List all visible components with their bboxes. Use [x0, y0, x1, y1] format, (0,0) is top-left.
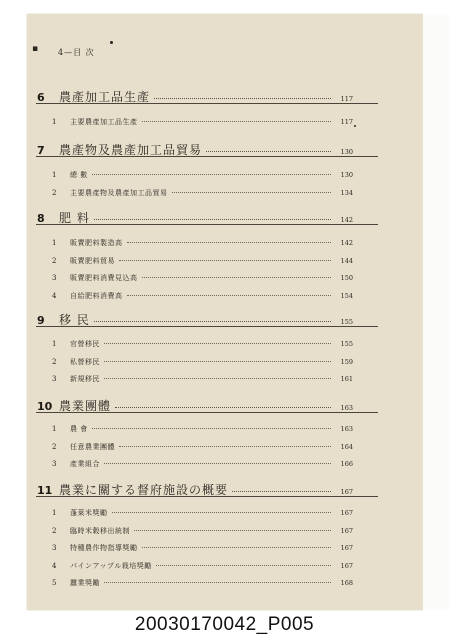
entry-number: 2	[52, 357, 57, 366]
section-number: 8	[37, 212, 45, 225]
section-rule	[36, 156, 378, 157]
toc-entry	[37, 238, 353, 248]
entry-title: 產業組合	[70, 460, 100, 468]
section-title: 農產加工品生產	[59, 90, 151, 104]
toc-entry	[37, 526, 353, 536]
dot-leader	[104, 463, 331, 464]
page-number: 142	[340, 239, 353, 247]
entry-number: 2	[52, 256, 57, 265]
dot-leader	[154, 98, 331, 99]
page-number: 155	[340, 318, 353, 326]
section-number: 11	[37, 484, 53, 497]
toc-entry	[37, 273, 353, 283]
page-number: 167	[340, 526, 353, 535]
dot-leader	[104, 343, 331, 344]
toc-entry	[37, 188, 353, 198]
page-number: 159	[340, 357, 353, 366]
dot-leader	[206, 151, 331, 152]
toc-entry	[37, 357, 353, 367]
entry-number: 3	[52, 544, 57, 552]
dot-leader	[94, 321, 331, 322]
dot-leader	[104, 582, 331, 583]
toc-entry	[37, 117, 353, 127]
section-number: 7	[37, 144, 45, 157]
dot-leader	[112, 512, 332, 513]
dot-leader	[92, 428, 331, 429]
page-number: 154	[340, 291, 353, 300]
dot-leader	[172, 192, 332, 193]
page-number: 130	[340, 171, 353, 179]
entry-title: 主要農產物及農產加工品貿易	[70, 188, 168, 197]
dot-leader	[142, 277, 332, 278]
section-number: 9	[37, 314, 45, 327]
dot-leader	[156, 565, 331, 566]
toc-entry	[37, 291, 353, 301]
section-title: 農產物及農產加工品貿易	[59, 143, 203, 157]
page-number: 167	[340, 561, 353, 570]
entry-title: 販賣肥料消費見込高	[70, 274, 138, 282]
page-number: 142	[340, 216, 353, 224]
toc-entry	[37, 339, 353, 349]
entry-number: 5	[52, 579, 57, 587]
entry-title: 販賣肥料貿易	[70, 256, 115, 265]
entry-title: 臨時米穀移出統制	[70, 526, 130, 535]
entry-title: 新規移民	[70, 375, 100, 383]
page-number: 167	[340, 488, 353, 496]
page-number: 134	[340, 188, 353, 197]
entry-number: 1	[52, 239, 57, 247]
entry-title: 私營移民	[70, 357, 100, 366]
page-number: 144	[340, 256, 353, 265]
section-rule	[36, 412, 378, 413]
entry-number: 2	[52, 526, 57, 535]
page-number: 166	[340, 460, 353, 468]
page-number: 167	[340, 509, 353, 517]
section-title: 農業團體	[59, 399, 112, 413]
section-rule	[36, 224, 378, 225]
page-edge-strip	[423, 14, 449, 610]
section-title: 移 民	[59, 313, 90, 327]
dot-leader	[232, 491, 331, 492]
toc-entry	[37, 374, 353, 384]
entry-number: 1	[52, 425, 57, 433]
toc-entry	[37, 459, 353, 469]
dot-leader	[142, 121, 332, 122]
entry-number: 4	[52, 561, 57, 570]
running-header: 4—目 次	[58, 48, 95, 57]
image-caption: 20030170042_P005	[134, 614, 315, 635]
dot-leader	[119, 260, 331, 261]
stray-dot	[354, 125, 356, 127]
dot-leader	[115, 407, 331, 408]
entry-title: 總 數	[70, 171, 88, 179]
entry-number: 1	[52, 340, 57, 348]
entry-number: 4	[52, 291, 57, 300]
entry-title: 任意農業團體	[70, 442, 115, 451]
page-number: 163	[340, 425, 353, 433]
entry-title: 官營移民	[70, 340, 100, 348]
section-number: 6	[37, 91, 45, 104]
entry-title: 農 會	[70, 425, 88, 433]
toc-entry	[37, 561, 353, 571]
toc-entry	[37, 256, 353, 266]
entry-number: 3	[52, 375, 57, 383]
page-number: 117	[340, 118, 353, 126]
entry-title: 販賣肥料製造高	[70, 239, 123, 247]
toc-entry	[37, 578, 353, 588]
page-number: 164	[340, 442, 353, 451]
toc-entry	[37, 424, 353, 434]
page-number: 161	[340, 375, 353, 383]
dot-leader	[119, 446, 331, 447]
stray-dot	[110, 41, 113, 44]
dot-leader	[142, 547, 332, 548]
page-number: 150	[340, 274, 353, 282]
page-number: 155	[340, 340, 353, 348]
page-number: 130	[340, 148, 353, 156]
entry-title: 特種農作物指導獎勵	[70, 544, 138, 552]
section-rule	[36, 496, 378, 497]
dot-leader	[92, 174, 331, 175]
section-title: 農業に關する督府施設の概要	[59, 483, 229, 497]
dot-leader	[127, 295, 332, 296]
page-number: 117	[340, 95, 353, 103]
dot-leader	[104, 378, 331, 379]
entry-number: 1	[52, 118, 57, 126]
entry-title: 自給肥料消費高	[70, 291, 123, 300]
section-rule	[36, 103, 378, 104]
entry-number: 3	[52, 274, 57, 282]
entry-number: 3	[52, 460, 57, 468]
entry-title: パインアップル栽培獎勵	[70, 561, 152, 570]
dot-leader	[104, 361, 331, 362]
dot-leader	[134, 530, 331, 531]
entry-number: 2	[52, 188, 57, 197]
page-number: 163	[340, 404, 353, 412]
entry-number: 1	[52, 171, 57, 179]
page-mark: ▪	[32, 44, 39, 54]
dot-leader	[94, 219, 331, 220]
entry-number: 1	[52, 509, 57, 517]
section-rule	[36, 326, 378, 327]
entry-title: 主要農產加工品生產	[70, 118, 138, 126]
entry-title: 蓬萊米獎勵	[70, 509, 108, 517]
toc-entry	[37, 170, 353, 180]
toc-entry	[37, 508, 353, 518]
entry-number: 2	[52, 442, 57, 451]
page-number: 167	[340, 544, 353, 552]
section-number: 10	[37, 400, 53, 413]
entry-title: 蠶業獎勵	[70, 579, 100, 587]
toc-entry	[37, 442, 353, 452]
toc-entry	[37, 543, 353, 553]
dot-leader	[127, 242, 332, 243]
section-title: 肥 料	[59, 211, 90, 225]
page-number: 168	[340, 579, 353, 587]
